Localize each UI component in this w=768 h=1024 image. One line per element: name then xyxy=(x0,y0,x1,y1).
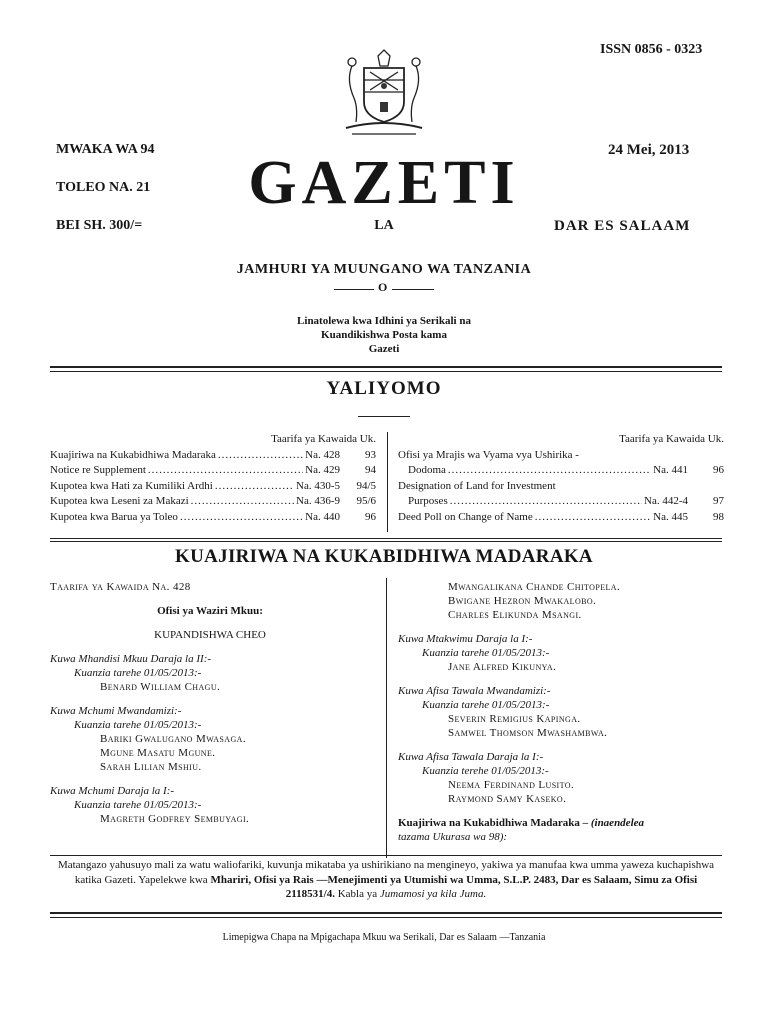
appointee-name: Neema Ferdinand Lusito. xyxy=(448,779,575,791)
effective-date: Kuanzia tarehe 01/05/2013:- xyxy=(74,719,202,731)
contents-heading: YALIYOMO xyxy=(326,378,442,399)
appointee-name: Mwangalikana Chande Chitopela. xyxy=(448,581,621,593)
contents-column-header: Taarifa ya Kawaida Uk. xyxy=(271,433,376,445)
contents-row: Purposes ..... Na. 442-4 97 xyxy=(398,494,724,510)
divider-rule xyxy=(50,371,722,372)
contents-row: Dodoma ..... Na. 441 96 xyxy=(398,463,724,479)
appointee-name: Jane Alfred Kikunya. xyxy=(448,661,557,673)
body-column-right xyxy=(398,580,728,844)
place-label: DAR ES SALAAM xyxy=(554,218,691,234)
role-title: Kuwa Afisa Tawala Daraja la I:- xyxy=(398,751,544,763)
continued-note: Kuajiriwa na Kukabidhiwa Madaraka – (inaendelea xyxy=(398,817,645,829)
contents-column-header: Taarifa ya Kawaida Uk. xyxy=(619,433,724,445)
effective-date: Kuanzia tarehe 01/05/2013:- xyxy=(422,699,550,711)
role-title: Kuwa Afisa Tawala Mwandamizi:- xyxy=(398,685,551,697)
column-divider xyxy=(387,432,388,532)
appointee-name: Charles Elikunda Msangi. xyxy=(448,609,582,621)
contents-column-left xyxy=(50,432,376,525)
contents-row: Kupotea kwa Barua ya Toleo ..... Na. 440 96 xyxy=(50,510,376,526)
divider-rule xyxy=(50,541,722,542)
notice-number: Taarifa ya Kawaida Na. 428 xyxy=(50,581,191,593)
ornament-divider xyxy=(334,282,434,296)
divider-rule xyxy=(50,538,722,539)
appointee-name: Magreth Godfrey Sembuyagi. xyxy=(100,813,250,825)
effective-date: Kuanzia tarehe 01/05/2013:- xyxy=(422,647,550,659)
contents-row: Kuajiriwa na Kukabidhiwa Madaraka ..... Na. 428 93 xyxy=(50,448,376,464)
divider-rule xyxy=(50,912,722,914)
appointee-name: Bariki Gwalugano Mwasaga. xyxy=(100,733,246,745)
role-title: Kuwa Mchumi Daraja la I:- xyxy=(50,785,175,797)
contents-row: Notice re Supplement ..... Na. 429 94 xyxy=(50,463,376,479)
role-title: Kuwa Mchumi Mwandamizi:- xyxy=(50,705,182,717)
coat-of-arms-emblem xyxy=(334,46,434,138)
heading-underline xyxy=(358,416,410,417)
appointee-name: Severin Remigius Kapinga. xyxy=(448,713,581,725)
office-name: Ofisi ya Waziri Mkuu: xyxy=(157,605,263,617)
contents-row: Kupotea kwa Leseni za Makazi ..... Na. 436-9 95/6 xyxy=(50,494,376,510)
republic-name: JAMHURI YA MUUNGANO WA TANZANIA xyxy=(236,262,532,277)
issue-number: TOLEO NA. 21 xyxy=(56,180,151,195)
section-heading: KUAJIRIWA NA KUKABIDHIWA MADARAKA xyxy=(175,546,593,567)
effective-date: Kuanzia tarehe 01/05/2013:- xyxy=(74,799,202,811)
subheading: KUPANDISHWA CHEO xyxy=(154,629,266,641)
masthead-title: GAZETI xyxy=(248,149,520,217)
masthead-la: LA xyxy=(374,218,394,233)
divider-rule xyxy=(50,855,722,856)
contents-row: Deed Poll on Change of Name ..... Na. 445 98 xyxy=(398,510,724,526)
divider-rule xyxy=(50,917,722,918)
issue-date: 24 Mei, 2013 xyxy=(608,142,690,158)
role-title: Kuwa Mhandisi Mkuu Daraja la II:- xyxy=(50,653,212,665)
contents-row-title: Designation of Land for Investment xyxy=(398,479,556,492)
contents-row: Kupotea kwa Hati za Kumiliki Ardhi ..... Na. 430-5 94/5 xyxy=(50,479,376,495)
role-title: Kuwa Mtakwimu Daraja la I:- xyxy=(398,633,533,645)
authorization-line: Linatolewa kwa Idhini ya Serikali na xyxy=(297,315,471,327)
notice-to-advertisers: Matangazo yahusuyo mali za watu waliofariki, kuvunja mikataba ya ushirikiano na mengineyo, yakiwa ya manufaa kwa umma yaweza kuchapishwa katika Gazeti. Yapelekwe kwa Mhariri, Ofisi ya Rais —Menejimenti ya Utumishi wa Umma, S.L.P. 2483, Dar es Salaam, Simu za Ofisi 2118531/4. Kabla ya Jumamosi ya kila Juma. xyxy=(57,859,715,900)
contents-column-right xyxy=(398,432,724,525)
effective-date: Kuanzia tarehe 01/05/2013:- xyxy=(74,667,202,679)
authorization-note xyxy=(0,314,768,356)
authorization-line: Kuandikishwa Posta kama xyxy=(321,329,447,341)
appointee-name: Bwigane Hezron Mwakalobo. xyxy=(448,595,597,607)
appointee-name: Samwel Thomson Mwashambwa. xyxy=(448,727,608,739)
divider-rule xyxy=(50,366,722,368)
authorization-line: Gazeti xyxy=(368,343,400,355)
continued-note-page: tazama Ukurasa wa 98): xyxy=(398,831,508,843)
appointee-name: Mgune Masatu Mgune. xyxy=(100,747,216,759)
issn-number: ISSN 0856 - 0323 xyxy=(600,42,703,57)
printer-credit: Limepigwa Chapa na Mpigachapa Mkuu wa Serikali, Dar es Salaam —Tanzania xyxy=(222,932,546,943)
ornament-mark: O xyxy=(378,280,388,294)
contents-row-title: Ofisi ya Mrajis wa Vyama vya Ushirika - xyxy=(398,448,579,461)
effective-date: Kuanzia terehe 01/05/2013:- xyxy=(422,765,549,777)
year-label: MWAKA WA 94 xyxy=(56,142,155,157)
price-label: BEI SH. 300/= xyxy=(56,218,143,233)
appointee-name: Benard William Chagu. xyxy=(100,681,221,693)
appointee-name: Sarah Lilian Mshiu. xyxy=(100,761,202,773)
body-column-left xyxy=(50,580,370,826)
appointee-name: Raymond Samy Kaseko. xyxy=(448,793,567,805)
column-divider xyxy=(386,578,387,858)
